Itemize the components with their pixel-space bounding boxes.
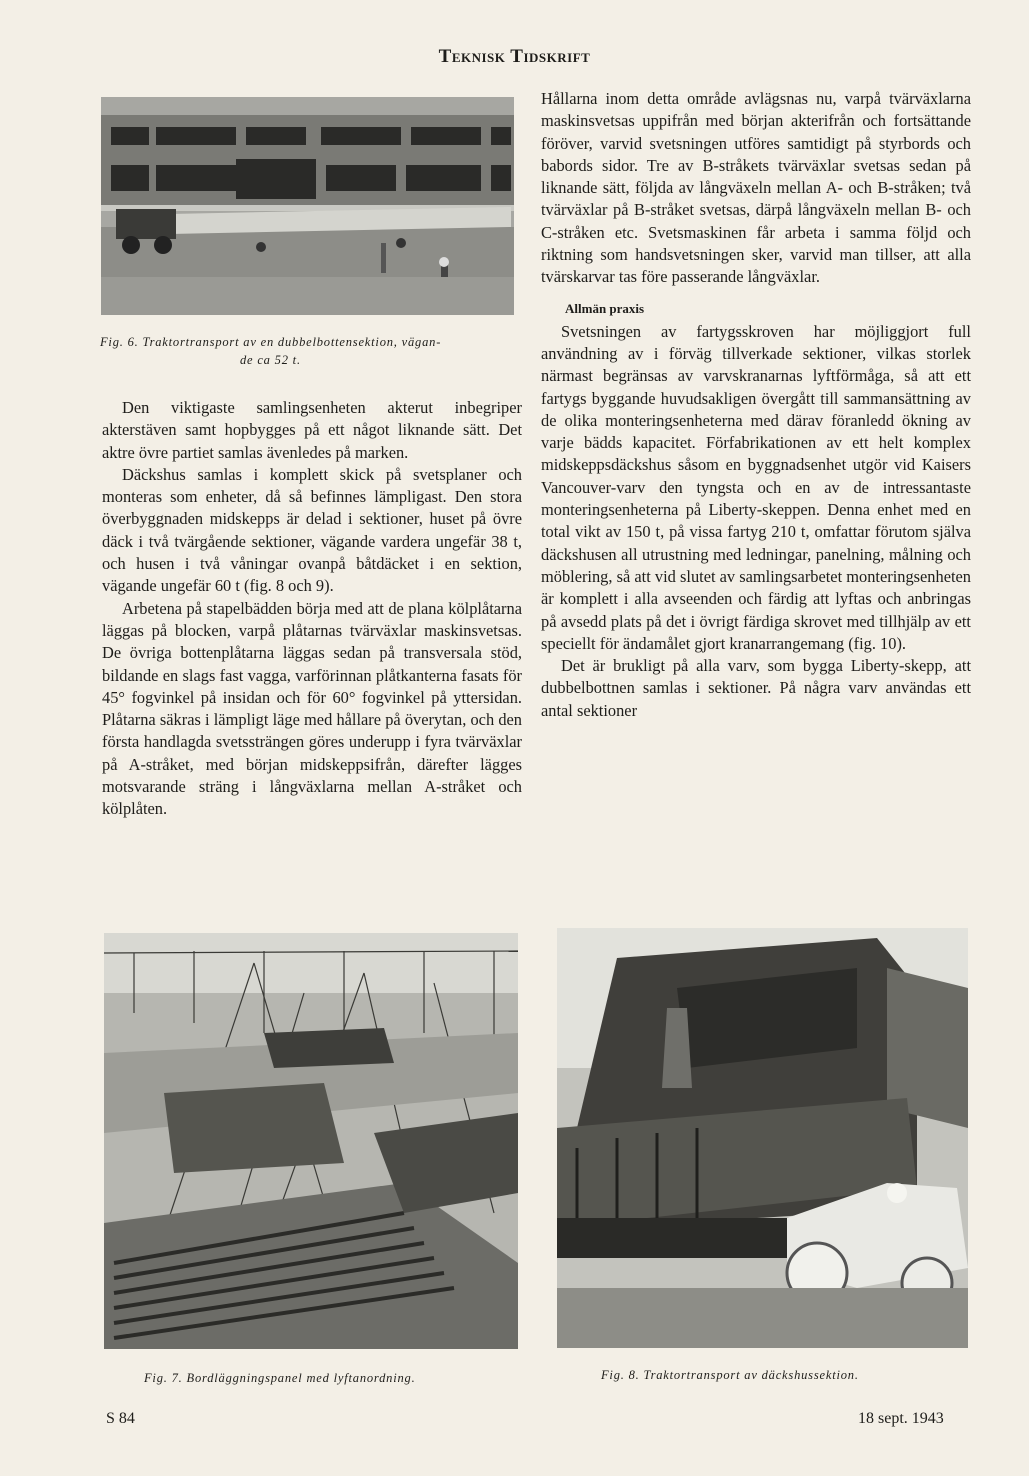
page-number: S 84 — [106, 1410, 135, 1427]
right-paragraph-2: Det är brukligt på alla varv, som bygga Liberty-skepp, att dubbelbottnen samlas i sektioner. På några varv användas ett antal sektioner — [541, 656, 971, 720]
fig6-caption-line1: Fig. 6. Traktortransport av en dubbelbottensektion, vägan- — [100, 335, 442, 349]
left-paragraph-1: Den viktigaste samlingsenheten akterut inbegriper akterstäven samt hopbygges på ett något liknande sätt. Det aktre övre partiet samlas ävenledes på marken. — [102, 398, 522, 462]
right-column — [541, 88, 971, 722]
left-paragraph-3: Arbetena på stapelbädden börja med att de plana kölplåtarna läggas på blocken, varpå plåtarnas tvärväxlar maskinsvetsas. De övriga bottenplåtarna läggas sedan på transversala stöd, bildande en slags fast vagga, varförinnan plåtkanterna fasats för 45° fogvinkel på insidan och för 60° fogvinkel på yttersidan. Plåtarna säkras i lämpligt läge med hållare på överytan, och den första handlagda svetssträngen göres underupp i fyra tvärväxlar på A-stråket, med början midskeppsifrån, därefter lägges motsvarande sträng i långväxlarna mellan A-stråket och kölplåten. — [102, 598, 522, 819]
fig6-caption-line2: de ca 52 t. — [240, 353, 301, 367]
fig7-caption: Fig. 7. Bordläggningspanel med lyftanordning. — [144, 1371, 416, 1385]
fig6-photo — [101, 97, 514, 315]
journal-title: Teknisk Tidskrift — [438, 46, 591, 67]
fig7-photo — [104, 933, 518, 1349]
issue-date: 18 sept. 1943 — [858, 1410, 944, 1427]
left-paragraph-2: Däckshus samlas i komplett skick på svetsplaner och monteras som enheter, då så befinnes lämpligast. Den stora överbyggnaden midskepps är delad i sektioner, huset på övre däck i två tvärgående sektioner, vägande vardera ungefär 38 t, och husen i två våningar ovanpå båtdäcket i en sektion, vägande ungefär 60 t (fig. 8 och 9). — [102, 464, 522, 596]
left-column — [102, 397, 522, 821]
fig8-photo — [557, 928, 968, 1348]
fig8-caption: Fig. 8. Traktortransport av däckshussektion. — [601, 1368, 859, 1382]
right-paragraph-top: Hållarna inom detta område avlägsnas nu, varpå tvärväxlarna maskinsvetsas uppifrån med början akterifrån och fortsättande föröver, varvid svetsningen utföres samtidigt på styrbords och babords sidor. Tre av B-stråkets tvärväxlar svetsas sedan på liknande sätt, följda av långväxeln mellan A- och B-stråken; två tvärväxlar på B-stråket svetsas, därpå långväxeln mellan B- och C-stråken etc. Svetsmaskinen får arbeta i samma följd och riktning som handsvetsningen sker, varvid man tillser, att alla tvärskarvar tas före passerande långväxlar. — [541, 89, 971, 287]
section-heading: Allmän praxis — [565, 300, 645, 316]
fig6-caption — [100, 333, 520, 369]
right-paragraph-1: Svetsningen av fartygsskroven har möjliggjort full användning av i förväg tillverkade sektioner, vilkas storlek närmast begränsas av varvskranarnas lyftförmåga, så att ett fartygs byggande huvudsakligen övergått till sammansättning av de olika monteringsenheterna med därav föranledd ökning av varje bädds kapacitet. Förfabrikationen av ett helt komplex midskeppsdäckshus såsom en byggnadsenhet utgör vid Kaisers Vancouver-varv den tyngsta och en av de intressantaste monteringsenheterna på Liberty-skeppen. Denna enhet med en total vikt av 150 t, på vissa fartyg 210 t, omfattar förutom själva däckshusen all utrustning med ledningar, panelning, målning och möblering, så att vid slutet av samlingsarbetet monteringsenheten är komplett i alla avseenden och färdig att lyftas och anbringas på avsedd plats på det i övrigt färdiga skrovet med tillhjälp av ett speciellt för ändamålet gjort kranarrangemang (fig. 10). — [541, 321, 971, 653]
